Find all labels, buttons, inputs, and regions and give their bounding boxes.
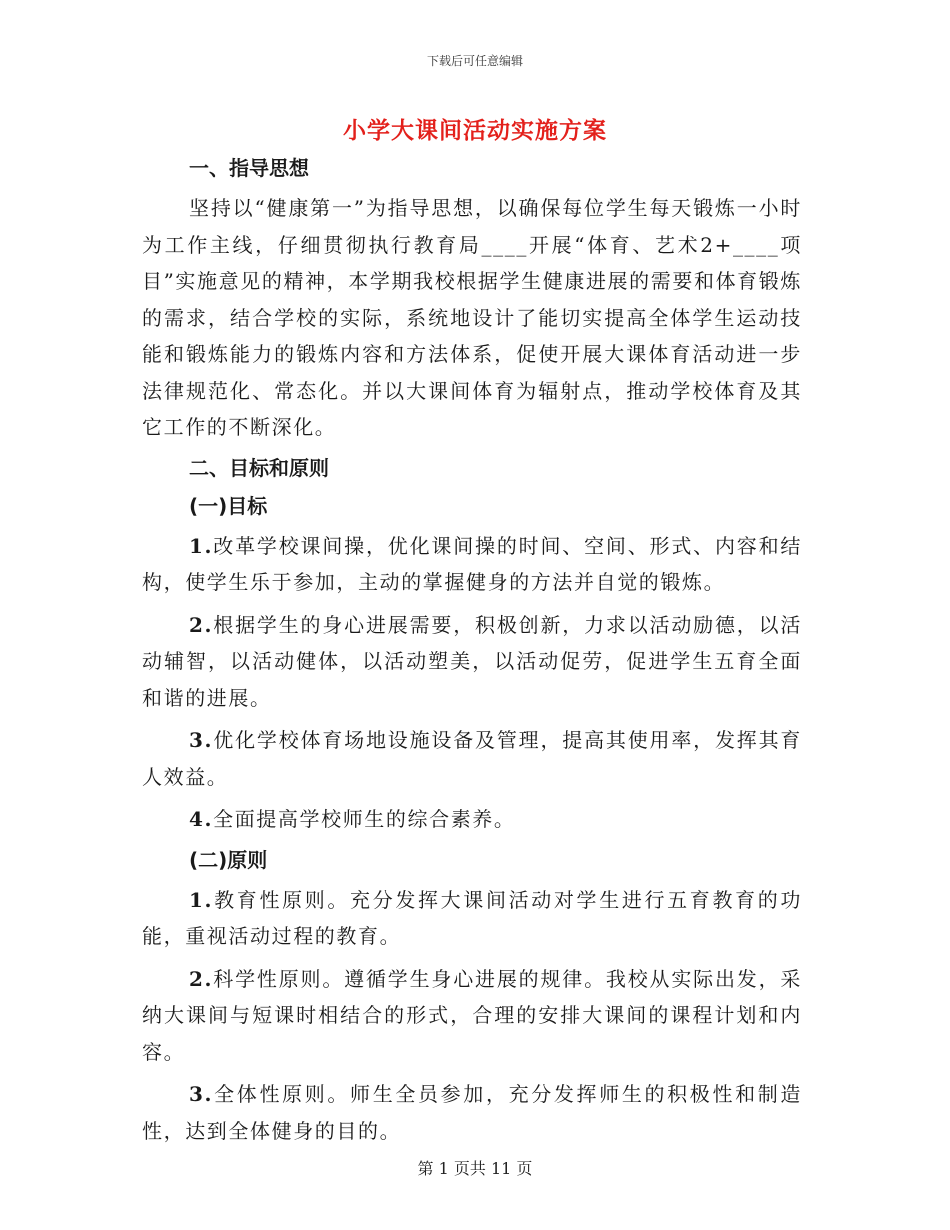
goal-item-number: 3. xyxy=(189,728,214,752)
guiding-ideology-paragraph: 坚持以“健康第一”为指导思想，以确保每位学生每天锻炼一小时为工作主线，仔细贯彻执行教育局____开展“体育、艺术2+____项目”实施意见的精神，本学期我校根据学生健康进展的需要和体育锻炼的需求，结合学校的实际，系统地设计了能切实提高全体学生运动技能和锻炼能力的锻炼内容和方法体系，促使开展大课体育活动进一步法律规范化、常态化。并以大课间体育为辐射点，推动学校体育及其它工作的不断深化。 xyxy=(142,196,802,439)
principle-item-text: 全体性原则。师生全员参加，充分发挥师生的积极性和制造性，达到全体健身的目的。 xyxy=(142,1082,802,1143)
goal-item-number: 4. xyxy=(189,807,214,831)
subsection-heading-principles: (二)原则 xyxy=(189,847,268,872)
principle-item-number: 3. xyxy=(189,1082,214,1106)
goal-item-text: 全面提高学校师生的综合素养。 xyxy=(213,807,516,831)
document-body xyxy=(142,152,802,1155)
principle-item xyxy=(142,882,802,955)
principle-item xyxy=(142,1076,802,1149)
goal-item xyxy=(142,528,802,601)
principle-item-number: 2. xyxy=(189,966,214,991)
document-title: 小学大课间活动实施方案 xyxy=(343,117,607,144)
goal-item xyxy=(142,722,802,795)
principle-item-number: 1. xyxy=(189,887,214,912)
section-heading-guiding-ideology: 一、指导思想 xyxy=(189,156,309,180)
goal-item-number: 1. xyxy=(189,533,214,558)
goal-item-text: 优化学校体育场地设施设备及管理，提高其使用率，发挥其育人效益。 xyxy=(142,728,802,789)
section-heading-goals-and-principles: 二、目标和原则 xyxy=(189,455,329,480)
principle-item xyxy=(142,961,802,1071)
goal-item xyxy=(142,607,802,717)
subsection-heading-goals: (一)目标 xyxy=(189,493,268,518)
page-number-footer: 第 1 页共 11 页 xyxy=(417,1159,533,1178)
principle-item-text: 科学性原则。遵循学生身心进展的规律。我校从实际出发，采纳大课间与短课时相结合的形式，合理的安排大课间的课程计划和内容。 xyxy=(142,966,802,1064)
page-header-note: 下载后可任意编辑 xyxy=(426,54,523,68)
principle-item-text: 教育性原则。充分发挥大课间活动对学生进行五育教育的功能，重视活动过程的教育。 xyxy=(142,887,802,948)
goal-item-text: 根据学生的身心进展需要，积极创新，力求以活动励德，以活动辅智，以活动健体，以活动塑美，以活动促劳，促进学生五育全面和谐的进展。 xyxy=(142,612,802,710)
goal-item xyxy=(142,801,802,838)
goal-item-number: 2. xyxy=(189,612,214,637)
goal-item-text: 改革学校课间操，优化课间操的时间、空间、形式、内容和结构，使学生乐于参加，主动的掌握健身的方法并自觉的锻炼。 xyxy=(142,533,802,594)
